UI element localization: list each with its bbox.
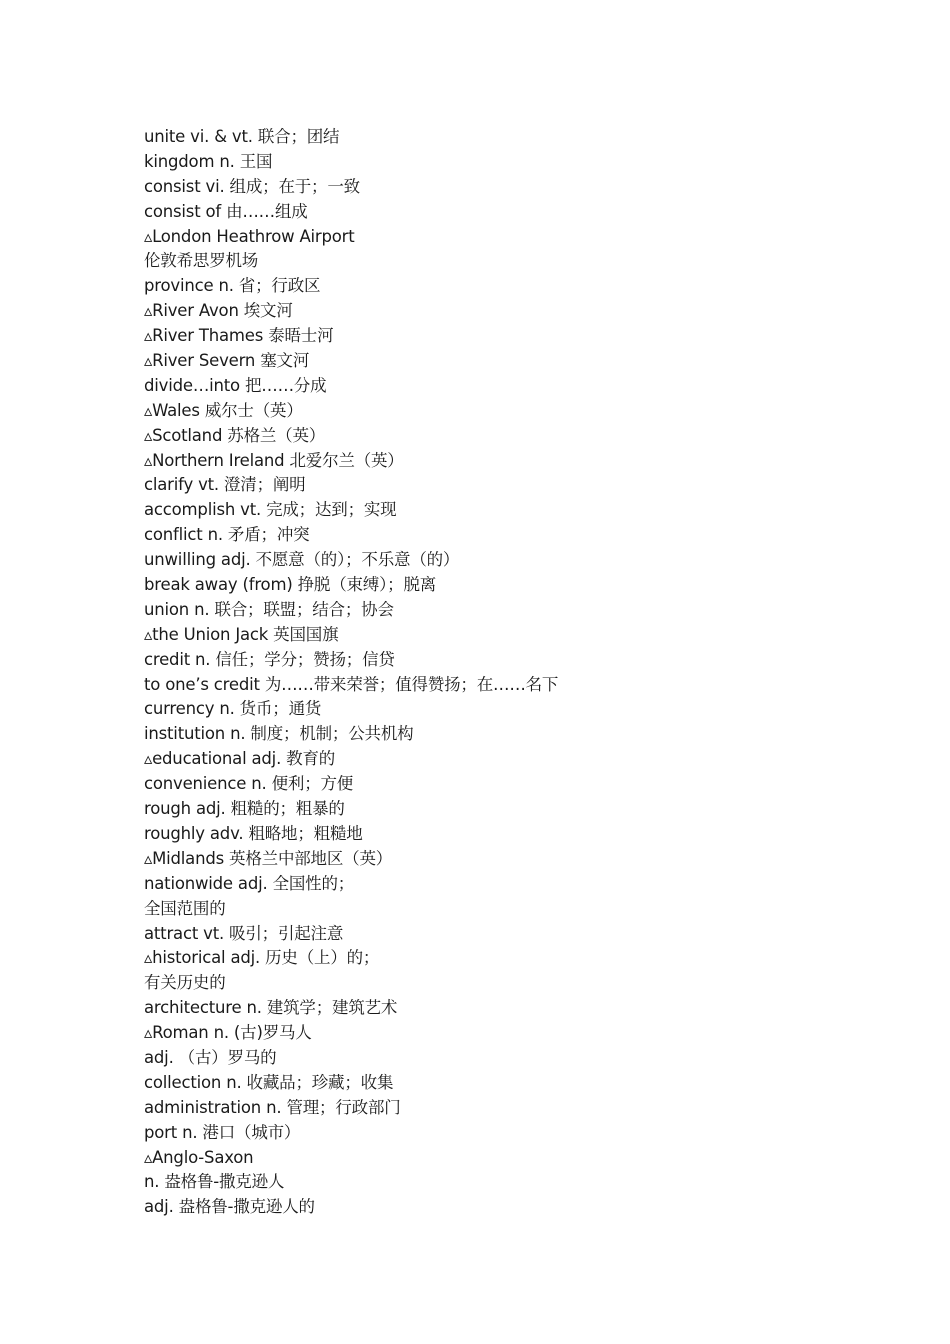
vocab-line: rough adj. 粗糙的；粗暴的 [144, 799, 345, 819]
vocab-line: kingdom n. 王国 [144, 151, 273, 171]
vocab-line: institution n. 制度；机制；公共机构 [144, 724, 414, 744]
vocab-line: ▵historical adj. 历史（上）的； [144, 948, 380, 968]
vocab-line: 伦敦希思罗机场 [144, 251, 259, 271]
vocab-line: ▵educational adj. 教育的 [144, 749, 336, 769]
vocab-line: attract vt. 吸引；引起注意 [144, 923, 344, 943]
vocab-line: port n. 港口（城市） [144, 1122, 301, 1142]
vocabulary-list [144, 125, 558, 1220]
vocab-line: union n. 联合；联盟；结合；协会 [144, 599, 394, 619]
vocab-line: divide…into 把……分成 [144, 375, 327, 395]
vocab-line: ▵London Heathrow Airport [144, 226, 355, 246]
vocab-line: ▵the Union Jack 英国国旗 [144, 624, 339, 644]
vocab-line: roughly adv. 粗略地；粗糙地 [144, 823, 363, 843]
vocab-line: ▵Northern Ireland 北爱尔兰（英） [144, 450, 404, 470]
vocab-line: ▵Wales 威尔士（英） [144, 400, 303, 420]
vocab-line: collection n. 收藏品；珍藏；收集 [144, 1072, 394, 1092]
vocab-line: adj. 盎格鲁-撒克逊人的 [144, 1197, 315, 1217]
vocab-line: consist vi. 组成；在于；一致 [144, 176, 360, 196]
vocab-line: ▵Midlands 英格兰中部地区（英） [144, 848, 393, 868]
vocab-line: accomplish vt. 完成；达到；实现 [144, 500, 397, 520]
vocab-line: 全国范围的 [144, 898, 226, 918]
vocab-line: unite vi. & vt. 联合；团结 [144, 127, 340, 146]
vocab-line: ▵Roman n. (古)罗马人 [144, 1023, 312, 1043]
vocab-line: clarify vt. 澄清；阐明 [144, 475, 306, 495]
vocab-line: unwilling adj. 不愿意（的）；不乐意（的） [144, 550, 460, 570]
vocab-line: ▵Scotland 苏格兰（英） [144, 425, 326, 445]
vocab-line: adj. （古）罗马的 [144, 1047, 277, 1067]
vocab-line: currency n. 货币；通货 [144, 699, 322, 719]
vocab-line: ▵Anglo-Saxon [144, 1147, 254, 1167]
vocab-line: break away (from) 挣脱（束缚）；脱离 [144, 575, 437, 595]
vocab-line: n. 盎格鲁-撒克逊人 [144, 1172, 285, 1192]
vocab-line: consist of 由……组成 [144, 201, 308, 221]
vocab-line: conflict n. 矛盾；冲突 [144, 525, 310, 545]
vocab-line: to one’s credit 为……带来荣誉；值得赞扬；在……名下 [144, 674, 559, 694]
vocab-line: nationwide adj. 全国性的； [144, 873, 355, 893]
vocab-line: credit n. 信任；学分；赞扬；信贷 [144, 649, 395, 669]
vocab-line: administration n. 管理；行政部门 [144, 1097, 401, 1117]
vocab-line: 有关历史的 [144, 973, 226, 993]
vocab-line: ▵River Severn 塞文河 [144, 351, 310, 371]
vocab-line: province n. 省；行政区 [144, 276, 321, 296]
vocab-line: convenience n. 便利；方便 [144, 774, 354, 794]
vocab-line: architecture n. 建筑学；建筑艺术 [144, 998, 398, 1018]
vocab-line: ▵River Avon 埃文河 [144, 301, 293, 321]
vocab-line: ▵River Thames 泰晤士河 [144, 326, 334, 346]
